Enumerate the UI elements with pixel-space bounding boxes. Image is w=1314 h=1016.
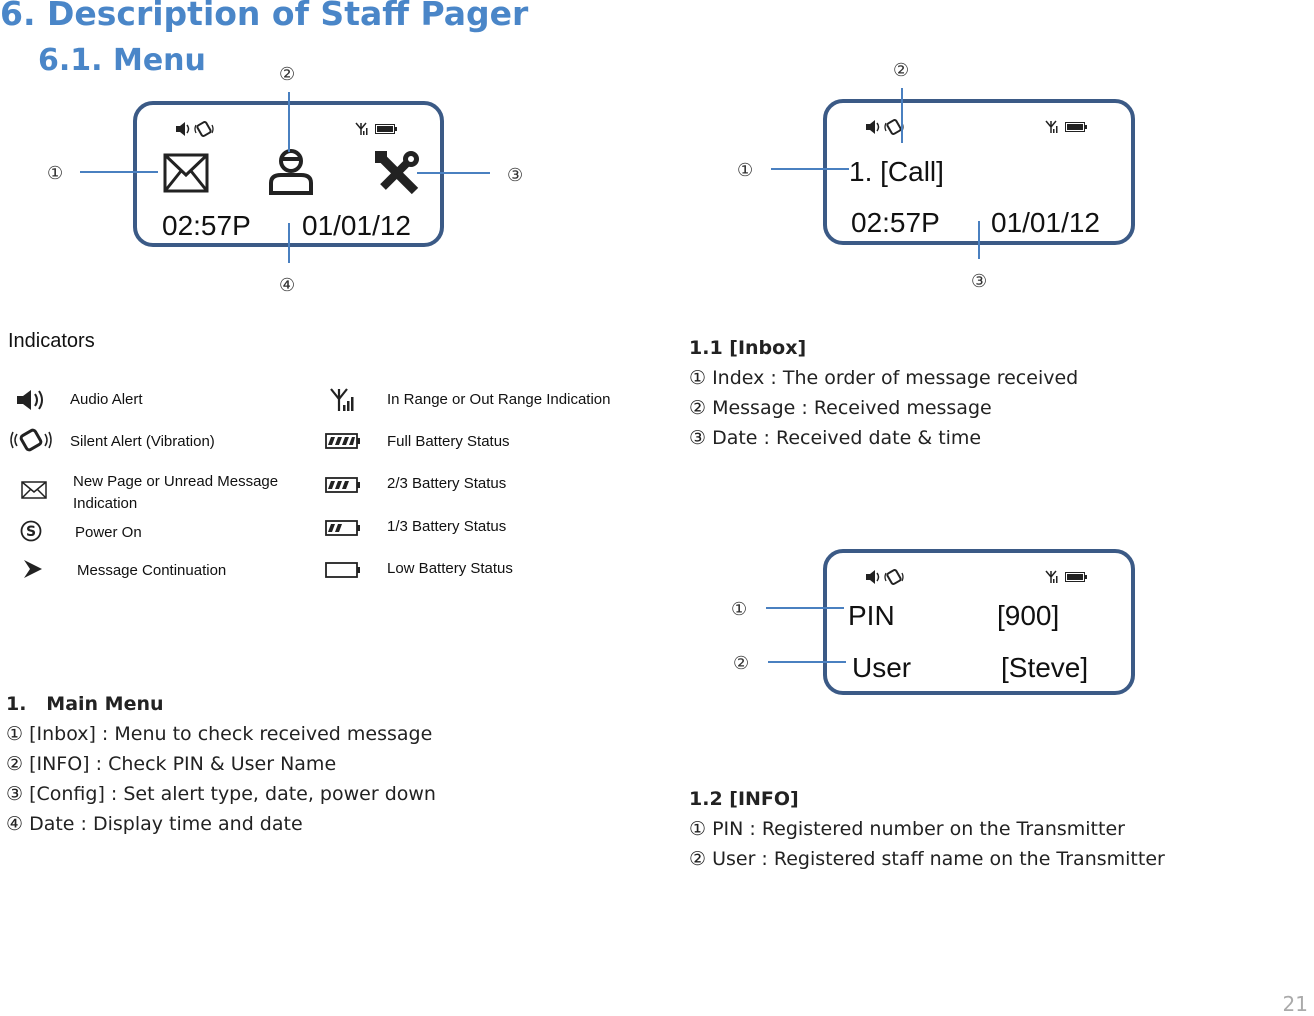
inbox-item: ① Index : The order of message received — [689, 367, 1079, 389]
inbox-item: ③ Date : Received date & time — [689, 427, 982, 449]
callout-3: ③ — [971, 271, 988, 292]
page-number: 21 — [1282, 992, 1308, 1016]
battery-one-third-icon — [325, 520, 361, 536]
speaker-icon — [865, 119, 881, 135]
callout-1: ① — [731, 599, 748, 620]
leader-line — [288, 92, 290, 152]
inbox-item: ② Message : Received message — [689, 397, 992, 419]
callout-1: ① — [737, 160, 754, 181]
leader-line — [978, 221, 980, 259]
main-menu-item: ② [INFO] : Check PIN & User Name — [6, 753, 337, 775]
callout-4: ④ — [279, 275, 296, 296]
indicator-label: Silent Alert (Vibration) — [70, 433, 215, 450]
vibration-icon — [193, 121, 215, 137]
speaker-icon — [16, 389, 46, 411]
info-title: 1.2 [INFO] — [689, 788, 799, 810]
battery-full-icon — [1065, 572, 1087, 582]
info-screen — [823, 549, 1135, 695]
indicator-label: Full Battery Status — [387, 433, 510, 450]
envelope-icon — [21, 481, 47, 499]
main-menu-section — [6, 689, 436, 839]
antenna-icon — [329, 387, 355, 413]
indicator-label: Audio Alert — [70, 391, 143, 408]
leader-line — [288, 223, 290, 263]
battery-full-icon — [1065, 122, 1087, 132]
vibration-icon — [11, 429, 51, 451]
main-time: 02:57P — [162, 210, 251, 241]
user-icon[interactable] — [267, 149, 315, 195]
indicator-label: Low Battery Status — [387, 560, 513, 577]
indicator-label-continued: Indication — [73, 495, 138, 512]
pin-value: [900] — [997, 600, 1060, 631]
inbox-time: 02:57P — [851, 207, 940, 238]
speaker-icon — [175, 121, 191, 137]
envelope-icon[interactable] — [163, 153, 209, 193]
inbox-section — [689, 333, 1078, 453]
callout-3: ③ — [507, 165, 524, 186]
indicators-title: Indicators — [8, 330, 95, 352]
main-menu-item: ③ [Config] : Set alert type, date, power down — [6, 783, 436, 805]
battery-full-icon — [325, 433, 361, 449]
user-label: User — [852, 652, 912, 683]
inbox-date: 01/01/12 — [991, 207, 1100, 238]
vibration-icon — [883, 569, 905, 585]
indicator-label: Power On — [75, 524, 142, 541]
inbox-message-line[interactable]: 1. [Call] — [849, 156, 944, 187]
info-section — [689, 784, 1165, 874]
indicator-label: 2/3 Battery Status — [387, 475, 507, 492]
battery-full-icon — [375, 124, 397, 134]
battery-two-thirds-icon — [325, 477, 361, 493]
indicator-label: In Range or Out Range Indication — [387, 391, 611, 408]
main-menu-item: ④ Date : Display time and date — [6, 813, 303, 835]
antenna-icon — [1045, 120, 1059, 134]
leader-line — [417, 172, 490, 174]
leader-line — [901, 88, 903, 143]
s-circle-icon — [20, 520, 42, 542]
indicator-label: 1/3 Battery Status — [387, 518, 507, 535]
info-item: ① PIN : Registered number on the Transmitter — [689, 818, 1125, 840]
section-heading: 6. Description of Staff Pager — [0, 0, 529, 33]
leader-line — [771, 168, 849, 170]
indicator-label: New Page or Unread Message — [73, 473, 279, 490]
callout-2: ② — [279, 64, 296, 85]
leader-line — [768, 661, 846, 663]
indicator-label: Message Continuation — [77, 562, 227, 579]
info-item: ② User : Registered staff name on the Transmitter — [689, 848, 1165, 870]
subsection-heading: 6.1. Menu — [38, 43, 206, 78]
tools-icon[interactable] — [373, 149, 421, 197]
speaker-icon — [865, 569, 881, 585]
main-date: 01/01/12 — [302, 210, 411, 241]
svg-text:S: S — [25, 524, 37, 540]
callout-2: ② — [733, 653, 750, 674]
callout-1: ① — [47, 163, 64, 184]
leader-line — [766, 607, 844, 609]
pin-label: PIN — [848, 600, 895, 631]
user-value: [Steve] — [1001, 652, 1089, 683]
leader-line — [80, 171, 158, 173]
arrow-icon — [22, 558, 44, 580]
inbox-title: 1.1 [Inbox] — [689, 337, 807, 359]
antenna-icon — [355, 122, 369, 136]
antenna-icon — [1045, 570, 1059, 584]
main-menu-title: 1. Main Menu — [6, 693, 164, 715]
callout-2: ② — [893, 60, 910, 81]
main-menu-item: ① [Inbox] : Menu to check received message — [6, 723, 433, 745]
battery-low-icon — [325, 562, 361, 578]
